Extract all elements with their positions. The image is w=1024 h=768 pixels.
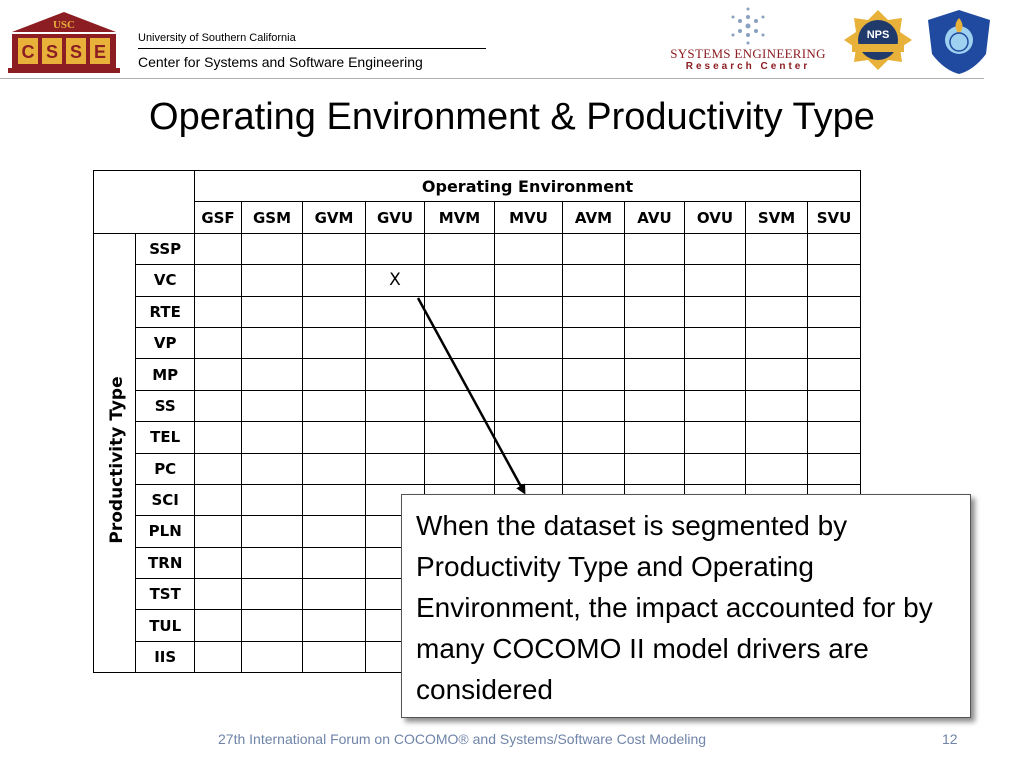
matrix-cell: [303, 484, 366, 515]
row-header-pln: PLN: [136, 516, 195, 547]
matrix-cell: [303, 390, 366, 421]
row-header-tel: TEL: [136, 422, 195, 453]
matrix-cell: [495, 359, 563, 390]
afit-seal-icon: [924, 8, 994, 76]
matrix-cell: [195, 359, 242, 390]
matrix-cell: [303, 579, 366, 610]
matrix-cell: [625, 453, 685, 484]
matrix-cell: [242, 610, 303, 641]
row-header-rte: RTE: [136, 296, 195, 327]
table-row: [94, 359, 861, 390]
matrix-cell: [746, 233, 808, 264]
productivity-type-label: Productivity Type: [107, 376, 127, 544]
matrix-cell: [563, 359, 625, 390]
matrix-cell: [242, 641, 303, 672]
matrix-cell: [808, 296, 861, 327]
matrix-cell: [425, 390, 495, 421]
table-row: [94, 422, 861, 453]
matrix-cell: [563, 296, 625, 327]
matrix-cell: [495, 453, 563, 484]
matrix-cell: [495, 327, 563, 358]
row-header-vp: VP: [136, 327, 195, 358]
university-name: University of Southern California: [138, 32, 296, 44]
matrix-cell: [625, 422, 685, 453]
page-number: 12: [942, 731, 958, 747]
table-row: [94, 453, 861, 484]
matrix-cell: [808, 453, 861, 484]
slide-title: Operating Environment & Productivity Type: [149, 96, 875, 138]
column-header-gvm: GVM: [303, 202, 366, 233]
matrix-cell: [366, 422, 425, 453]
row-header-sci: SCI: [136, 484, 195, 515]
matrix-cell: [242, 390, 303, 421]
matrix-cell: [563, 327, 625, 358]
matrix-cell: [242, 516, 303, 547]
column-header-svu: SVU: [808, 202, 861, 233]
matrix-cell: [495, 390, 563, 421]
matrix-cell: [563, 422, 625, 453]
matrix-cell: [242, 453, 303, 484]
matrix-cell: [808, 233, 861, 264]
row-header-vc: VC: [136, 265, 195, 296]
matrix-cell: [425, 453, 495, 484]
row-header-mp: MP: [136, 359, 195, 390]
table-row: [94, 327, 861, 358]
matrix-cell: [685, 233, 746, 264]
matrix-cell: [746, 422, 808, 453]
matrix-cell: [685, 453, 746, 484]
svg-text:S: S: [69, 42, 83, 62]
row-header-trn: TRN: [136, 547, 195, 578]
matrix-cell: [685, 265, 746, 296]
center-name: Center for Systems and Software Engineering: [138, 54, 423, 70]
table-column-headers: [94, 202, 861, 233]
matrix-cell: [303, 265, 366, 296]
matrix-cell: [808, 327, 861, 358]
matrix-cell: [625, 296, 685, 327]
row-header-ssp: SSP: [136, 233, 195, 264]
matrix-cell: [425, 327, 495, 358]
matrix-cell: [195, 296, 242, 327]
column-header-gsf: GSF: [195, 202, 242, 233]
matrix-cell: [685, 390, 746, 421]
matrix-cell: [242, 579, 303, 610]
matrix-cell: [303, 610, 366, 641]
svg-text:E: E: [93, 42, 107, 62]
column-header-gvu: GVU: [366, 202, 425, 233]
matrix-cell: [563, 233, 625, 264]
column-header-mvm: MVM: [425, 202, 495, 233]
matrix-cell: [625, 390, 685, 421]
matrix-cell: [303, 359, 366, 390]
row-header-tst: TST: [136, 579, 195, 610]
matrix-cell: [495, 233, 563, 264]
matrix-cell: [242, 327, 303, 358]
matrix-cell: [808, 359, 861, 390]
column-header-mvu: MVU: [495, 202, 563, 233]
matrix-cell: [195, 547, 242, 578]
matrix-cell: [746, 390, 808, 421]
matrix-cell: [195, 453, 242, 484]
matrix-cell: [563, 390, 625, 421]
vc-gvu-mark: X: [389, 270, 401, 291]
matrix-cell: [366, 233, 425, 264]
matrix-cell: [366, 265, 425, 296]
matrix-cell: [425, 233, 495, 264]
matrix-cell: [746, 265, 808, 296]
matrix-cell: [195, 610, 242, 641]
matrix-cell: [808, 390, 861, 421]
matrix-cell: [242, 484, 303, 515]
svg-text:C: C: [21, 42, 35, 62]
footer-text: 27th International Forum on COCOMO® and Systems/Software Cost Modeling: [218, 731, 707, 747]
matrix-cell: [495, 422, 563, 453]
matrix-cell: [746, 453, 808, 484]
matrix-cell: [625, 327, 685, 358]
matrix-cell: [685, 422, 746, 453]
matrix-cell: [425, 296, 495, 327]
matrix-cell: [242, 547, 303, 578]
table-corner-cell: [94, 171, 195, 234]
matrix-cell: [303, 327, 366, 358]
table-row: [94, 265, 861, 296]
matrix-cell: [195, 390, 242, 421]
matrix-cell: [563, 265, 625, 296]
column-header-avu: AVU: [625, 202, 685, 233]
matrix-cell: [195, 579, 242, 610]
matrix-cell: [242, 422, 303, 453]
slide-header: [0, 0, 1024, 80]
operating-environment-header: Operating Environment: [195, 171, 861, 202]
column-header-gsm: GSM: [242, 202, 303, 233]
table-header-row-group: [94, 171, 861, 202]
matrix-cell: [425, 265, 495, 296]
matrix-cell: [242, 265, 303, 296]
row-header-iis: IIS: [136, 641, 195, 672]
table-row: [94, 296, 861, 327]
serc-logo: [660, 6, 836, 76]
table-row: [94, 233, 861, 264]
matrix-cell: [303, 296, 366, 327]
matrix-cell: [366, 327, 425, 358]
serc-name: SYSTEMS ENGINEERING: [670, 46, 826, 61]
matrix-cell: [303, 547, 366, 578]
matrix-cell: [303, 641, 366, 672]
matrix-cell: [495, 296, 563, 327]
header-bottom-rule: [0, 78, 984, 79]
matrix-cell: [495, 265, 563, 296]
svg-text:S: S: [45, 42, 59, 62]
matrix-cell: [625, 233, 685, 264]
matrix-cell: [563, 453, 625, 484]
matrix-cell: [366, 359, 425, 390]
serc-snowflake-icon: [660, 6, 836, 46]
matrix-cell: [366, 296, 425, 327]
matrix-cell: [303, 233, 366, 264]
matrix-cell: [808, 422, 861, 453]
matrix-cell: [746, 296, 808, 327]
matrix-cell: [242, 296, 303, 327]
matrix-cell: [685, 327, 746, 358]
matrix-cell: [195, 516, 242, 547]
nps-seal-icon: [838, 8, 918, 72]
matrix-cell: [746, 359, 808, 390]
matrix-cell: [303, 453, 366, 484]
column-header-avm: AVM: [563, 202, 625, 233]
matrix-cell: [195, 641, 242, 672]
matrix-cell: [425, 359, 495, 390]
matrix-cell: [195, 233, 242, 264]
matrix-cell: [195, 265, 242, 296]
table-row: [94, 390, 861, 421]
serc-subtitle: Research Center: [685, 61, 811, 72]
matrix-cell: [195, 327, 242, 358]
matrix-cell: [242, 359, 303, 390]
callout-box: When the dataset is segmented by Productivity Type and Operating Environment, the impact accounted for by many COCOMO II model drivers are considered: [401, 494, 971, 718]
row-header-pc: PC: [136, 453, 195, 484]
matrix-cell: [625, 265, 685, 296]
csse-logo: [8, 10, 120, 74]
matrix-cell: [808, 265, 861, 296]
matrix-cell: [685, 359, 746, 390]
column-header-ovu: OVU: [685, 202, 746, 233]
matrix-cell: [625, 359, 685, 390]
row-header-tul: TUL: [136, 610, 195, 641]
matrix-cell: [425, 422, 495, 453]
matrix-cell: [303, 516, 366, 547]
column-header-svm: SVM: [746, 202, 808, 233]
matrix-cell: [366, 453, 425, 484]
matrix-cell: [366, 390, 425, 421]
matrix-cell: [685, 296, 746, 327]
row-header-ss: SS: [136, 390, 195, 421]
matrix-cell: [195, 484, 242, 515]
matrix-cell: [242, 233, 303, 264]
matrix-cell: [303, 422, 366, 453]
matrix-cell: [195, 422, 242, 453]
header-divider: [138, 48, 486, 49]
matrix-cell: [746, 327, 808, 358]
svg-text:NPS: NPS: [866, 29, 890, 41]
svg-text:USC: USC: [52, 19, 76, 31]
